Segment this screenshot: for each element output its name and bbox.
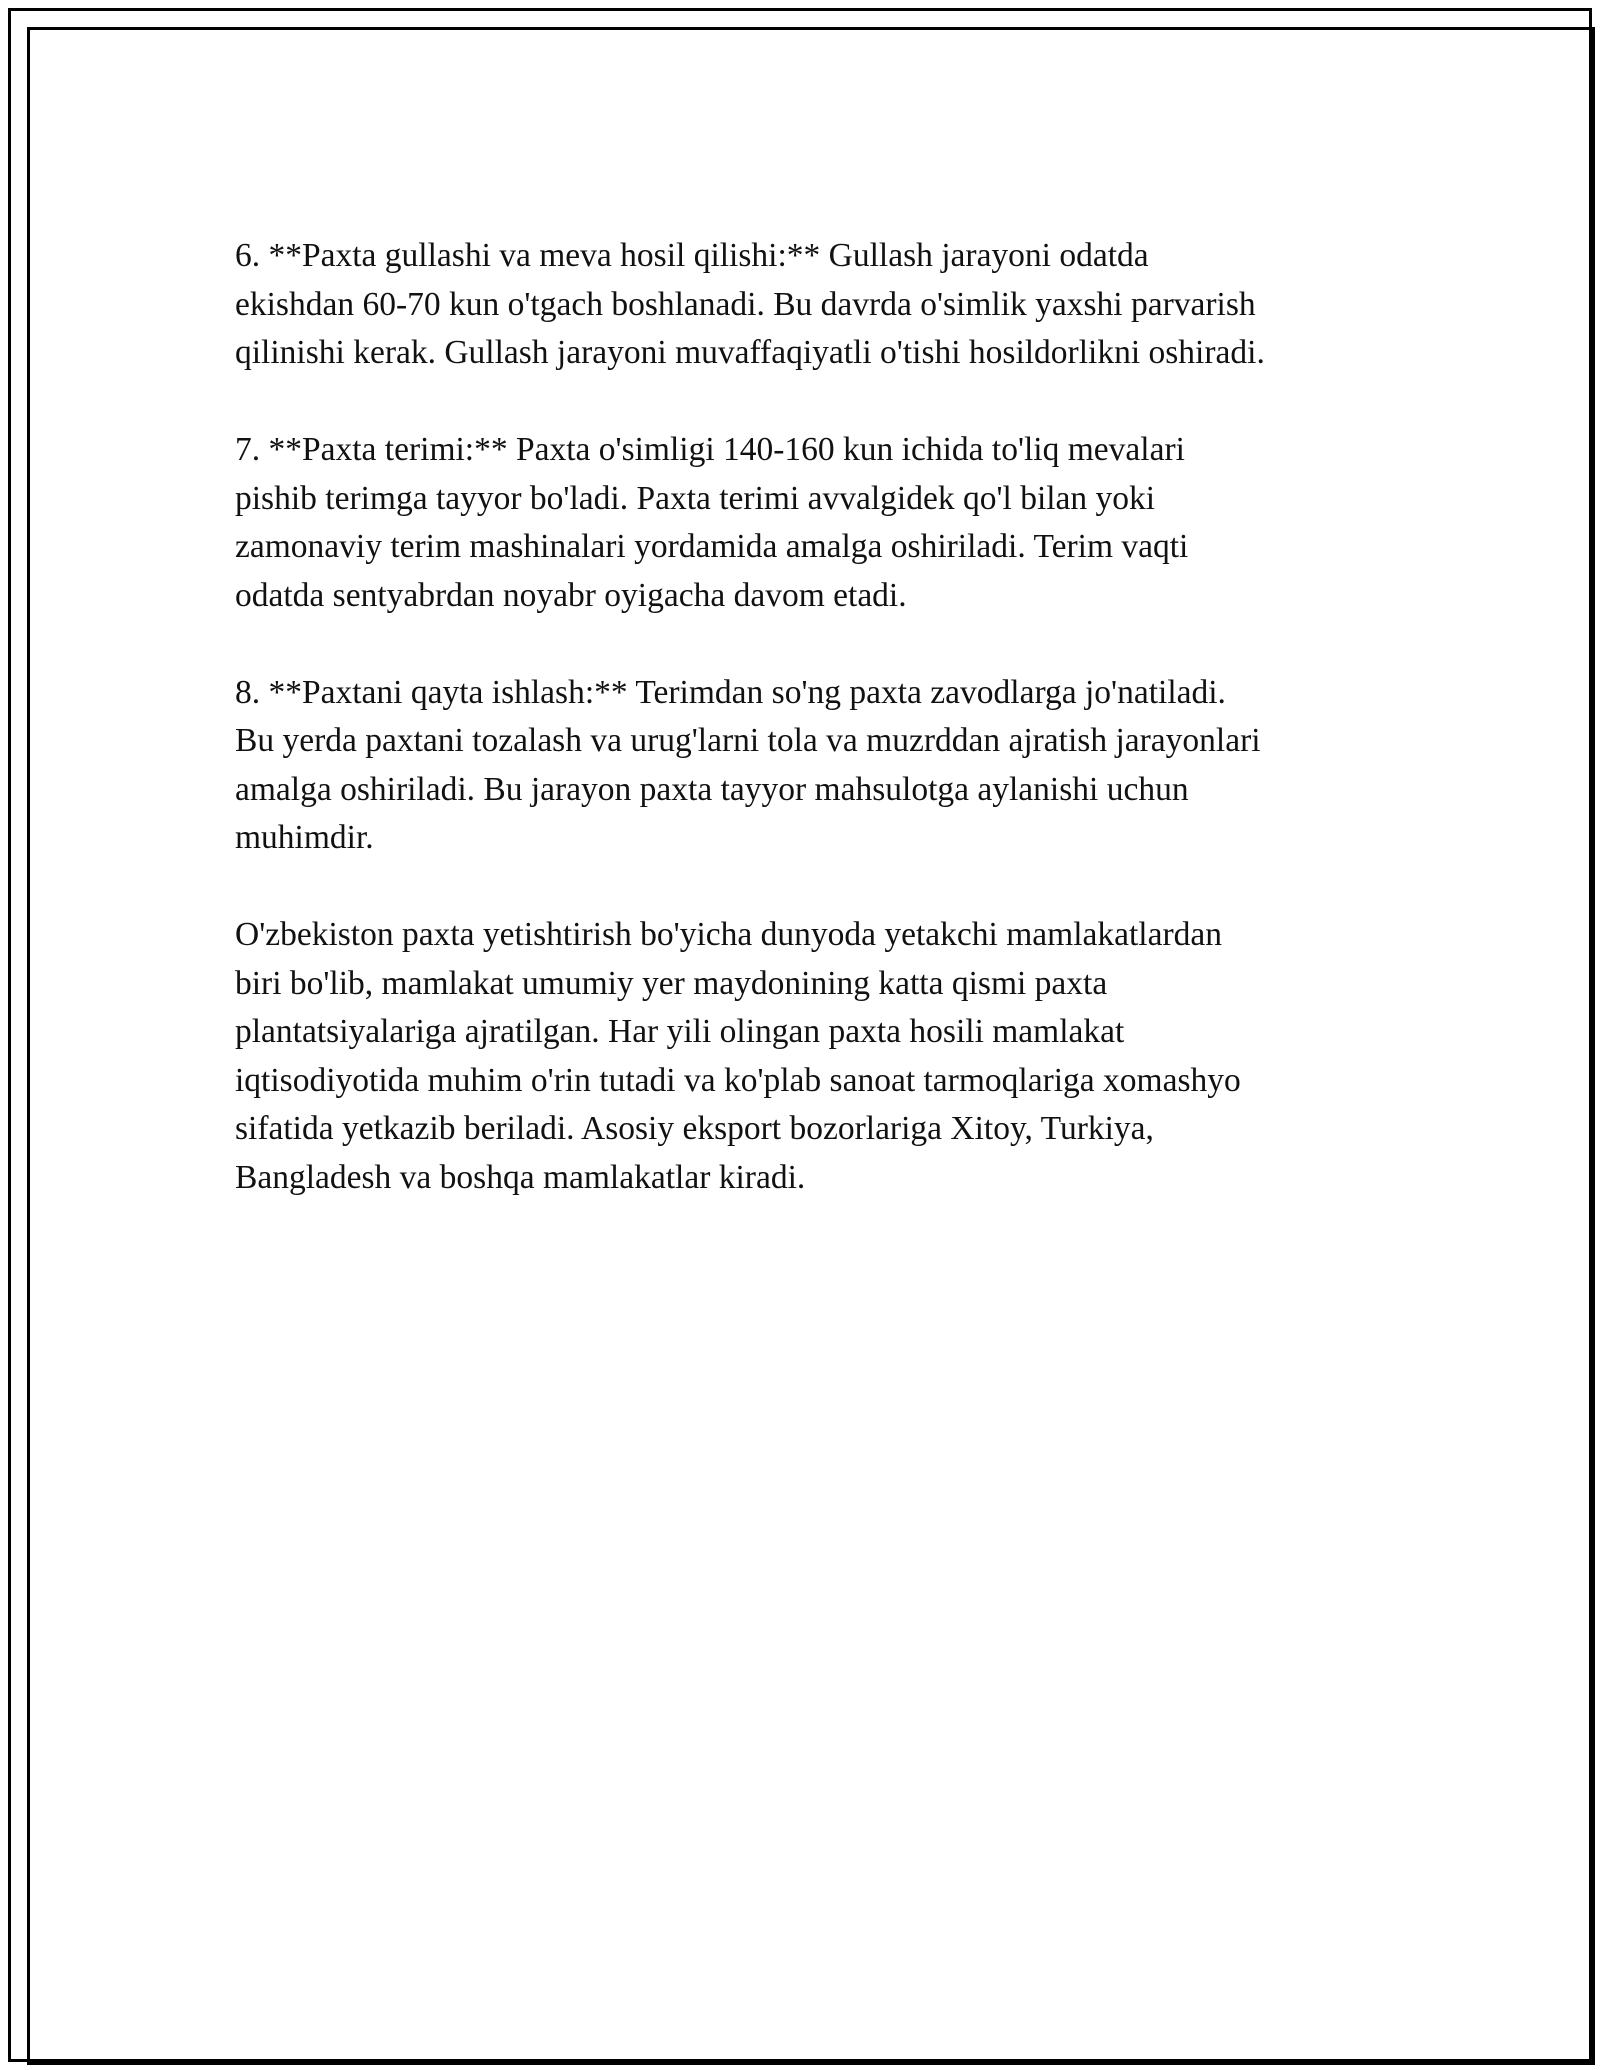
paragraph-step-6: 6. **Paxta gullashi va meva hosil qilishi:** Gullash jarayoni odatda ekishdan 60-70 kun o'tgach boshlanadi. Bu davrda o'simlik yaxshi parvarish qilinishi kerak. Gullash jarayoni muvaffaqiyatli o'tishi hosildorlikni oshiradi. xyxy=(235,237,1265,371)
paragraph-conclusion: O'zbekiston paxta yetishtirish bo'yicha dunyoda yetakchi mamlakatlardan biri bo'lib, mamlakat umumiy yer maydonining katta qismi paxta plantatsiyalariga ajratilgan. Har yili olingan paxta hosili mamlakat iqtisodiyotida muhim o'rin tutadi va ko'plab sanoat tarmoqlariga xomashyo sifatida yetkazib beriladi. Asosiy eksport bozorlariga Xitoy, Turkiya, Bangladesh va boshqa mamlakatlar kiradi. xyxy=(235,916,1241,1196)
paragraph-step-8: 8. **Paxtani qayta ishlash:** Terimdan so'ng paxta zavodlarga jo'natiladi. Bu yerda paxtani tozalash va urug'larni tola va muzrddan ajratish jarayonlari amalga oshiriladi. Bu jarayon paxta tayyor mahsulotga aylanishi uchun muhimdir. xyxy=(235,673,1261,856)
paragraph-step-7: 7. **Paxta terimi:** Paxta o'simligi 140-160 kun ichida to'liq mevalari pishib terimga tayyor bo'ladi. Paxta terimi avvalgidek qo'l bilan yoki zamonaviy terim mashinalari yordamida amalga oshiriladi. Terim vaqti odatda sentyabrdan noyabr oyigacha davom etadi. xyxy=(235,431,1189,614)
document-body xyxy=(235,232,1380,1251)
